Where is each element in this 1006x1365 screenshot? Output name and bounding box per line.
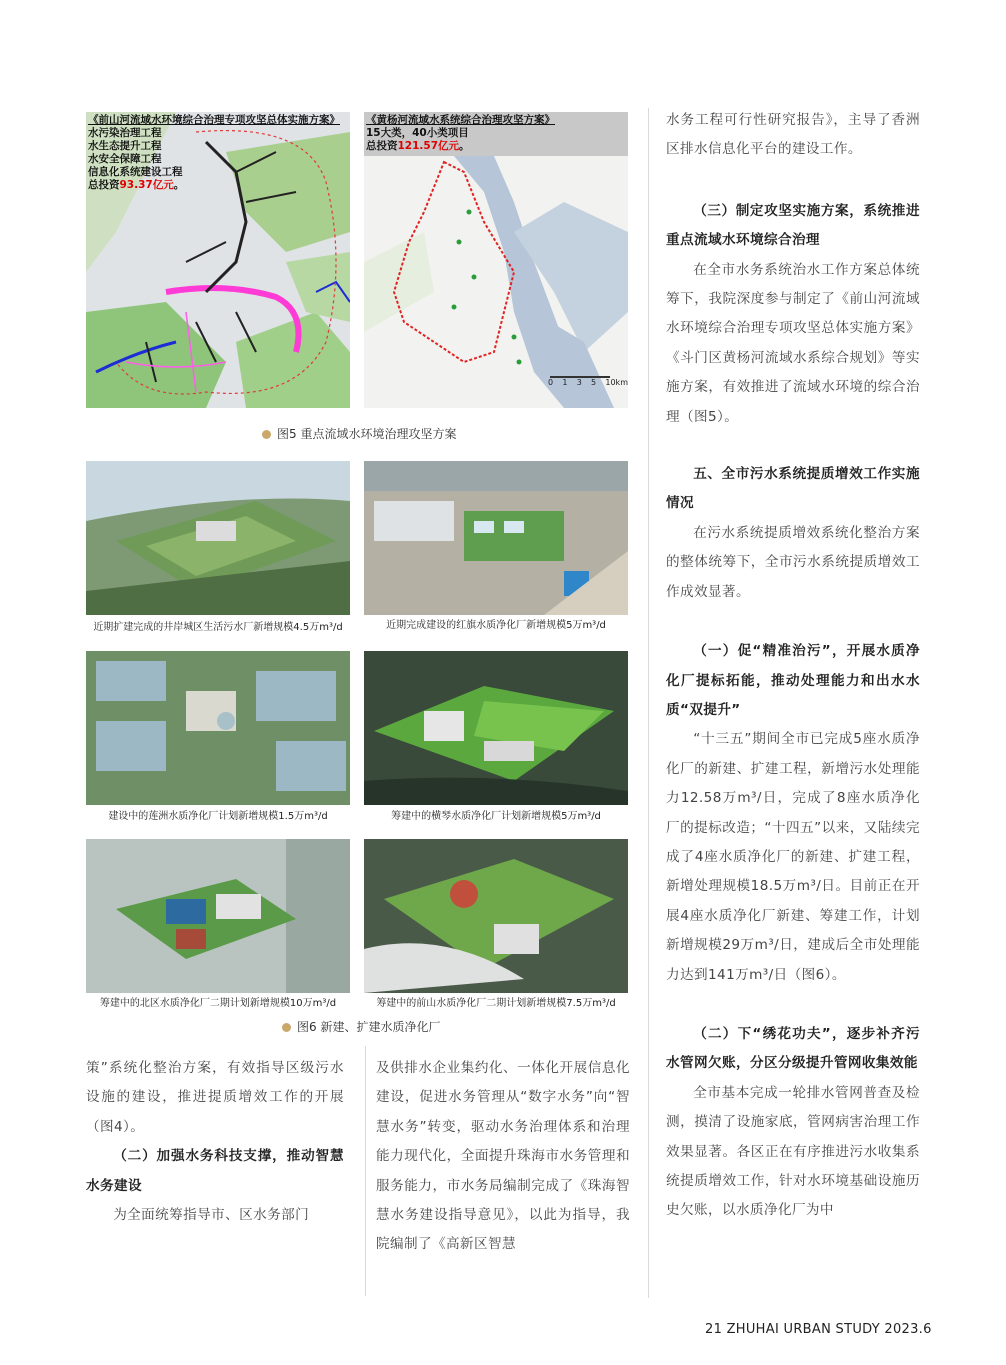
photo-jingan-plant (86, 461, 350, 615)
scale-tick: 1 (562, 378, 568, 387)
page-footer: 21 ZHUHAI URBAN STUDY 2023.6 (705, 1322, 932, 1337)
paragraph: 在全市水务系统治水工作方案总体统筹下，我院深度参与制定了《前山河流域水环境综合治理专项攻坚总体实施方案》《斗门区黄杨河流域水系综合规划》等实施方案，有效推进了流域水环境的综合治理（图5）。 (666, 261, 920, 425)
photo-hongqi-plant (364, 461, 628, 615)
figure5-caption (262, 425, 456, 442)
column-divider-lower (365, 1046, 366, 1296)
figure6-caption-text: 图6 新建、扩建水质净化厂 (297, 1020, 441, 1034)
paragraph: 为全面统筹指导市、区水务部门 (113, 1207, 310, 1224)
investment-suffix: 。 (459, 140, 470, 152)
photo-caption: 建设中的莲洲水质净化厂计划新增规模1.5万m³/d (108, 811, 328, 822)
scale-tick: 3 (576, 378, 582, 387)
column-divider (648, 108, 649, 1298)
photo-caption: 近期扩建完成的井岸城区生活污水厂新增规模4.5万m³/d (93, 622, 343, 633)
map-qianshan-river (86, 112, 350, 408)
section-heading: （一）促“精准治污”，开展水质净化厂提标拓能，推动处理能力和出水水质“双提升” (666, 643, 920, 718)
map-right-legend (366, 114, 555, 153)
map-left-legend (88, 114, 340, 192)
photo-caption: 筹建中的北区水质净化厂二期计划新增规模10万m³/d (99, 998, 337, 1009)
map-left-item: 信息化系统建设工程 (88, 166, 183, 178)
caption-bullet (282, 1023, 291, 1032)
investment-prefix: 总投资 (88, 179, 120, 191)
paragraph: 在污水系统提质增效系统化整治方案的整体统筹下，全市污水系统提质增效工作成效显著。 (666, 524, 920, 600)
caption-bullet (262, 430, 271, 439)
map-right-line1: 15大类，40小类项目 (366, 127, 469, 139)
paragraph: 及供排水企业集约化、一体化开展信息化建设，促进水务管理从“数字水务”向“智慧水务”转变，驱动水务治理体系和治理能力现代化，全面提升珠海市水务管理和服务能力，市水务局编制完成了《珠海智慧水务建设指导意见》，以此为指导，我院编制了《高新区智慧 (376, 1060, 630, 1253)
photo-caption: 筹建中的前山水质净化厂二期计划新增规模7.5万m³/d (376, 998, 616, 1009)
paragraph: 水务工程可行性研究报告》，主导了香洲区排水信息化平台的建设工作。 (666, 112, 920, 158)
photo-caption: 筹建中的横琴水质净化厂计划新增规模5万m³/d (391, 811, 601, 822)
investment-value: 121.57亿元 (397, 140, 460, 152)
map-huangyang-river (364, 112, 628, 408)
photo-caption: 近期完成建设的红旗水质净化厂新增规模5万m³/d (386, 620, 606, 631)
scale-tick: 0 (548, 378, 554, 387)
photo-hengqin-plant (364, 651, 628, 805)
paragraph: “十三五”期间全市已完成5座水质净化厂的新建、扩建工程，新增污水处理能力12.58万m³/日，完成了8座水质净化厂的提标改造；“十四五”以来，又陆续完成了4座水质净化厂的新建、扩建工程，新增处理规模18.5万m³/日。目前正在开展4座水质净化厂新建、筹建工作，计划新增规模29万m³/日，建成后全市处理能力达到141万m³/日（图6）。 (666, 731, 920, 983)
investment-prefix: 总投资 (366, 140, 398, 152)
map-right-investment (366, 140, 555, 153)
figure5-caption-text: 图5 重点流域水环境治理攻坚方案 (277, 427, 457, 441)
investment-value: 93.37亿元 (119, 179, 174, 191)
map-left-title: 《前山河流域水环境综合治理专项攻坚总体实施方案》 (88, 114, 340, 126)
paragraph: 策”系统化整治方案，有效指导区级污水设施的建设，推进提质增效工作的开展（图4）。 (86, 1060, 344, 1135)
photo-qianshan-plant (364, 839, 628, 993)
column3-text (666, 106, 920, 1226)
map-left-item: 水安全保障工程 (88, 153, 162, 165)
photo-beiqu-plant (86, 839, 350, 993)
paragraph: 全市基本完成一轮排水管网普查及检测，摸清了设施家底，管网病害治理工作效果显著。各区正在有序推进污水收集系统提质增效工作，针对水环境基础设施历史欠账，以水质净化厂为中 (666, 1084, 920, 1219)
map-right-title: 《黄杨河流域水系统综合治理攻坚方案》 (366, 114, 555, 126)
scale-tick: 5 (591, 378, 597, 387)
figure6-caption (282, 1018, 440, 1035)
map-left-investment (88, 179, 340, 192)
section-heading: （三）制定攻坚实施方案，系统推进重点流域水环境综合治理 (666, 202, 920, 249)
column1-text (86, 1054, 344, 1230)
section-heading: （二）下“绣花功夫”，逐步补齐污水管网欠账，分区分级提升管网收集效能 (666, 1025, 920, 1072)
column2-text (376, 1054, 630, 1260)
map-scale-bar (548, 378, 628, 387)
scale-tick: 10km (605, 378, 628, 387)
map-left-item: 水生态提升工程 (88, 140, 162, 152)
section-heading: （二）加强水务科技支撑，推动智慧水务建设 (86, 1148, 344, 1194)
photo-lianzhou-plant (86, 651, 350, 805)
investment-suffix: 。 (173, 179, 185, 191)
map-left-item: 水污染治理工程 (88, 127, 162, 139)
chapter-heading: 五、全市污水系统提质增效工作实施情况 (666, 466, 920, 512)
